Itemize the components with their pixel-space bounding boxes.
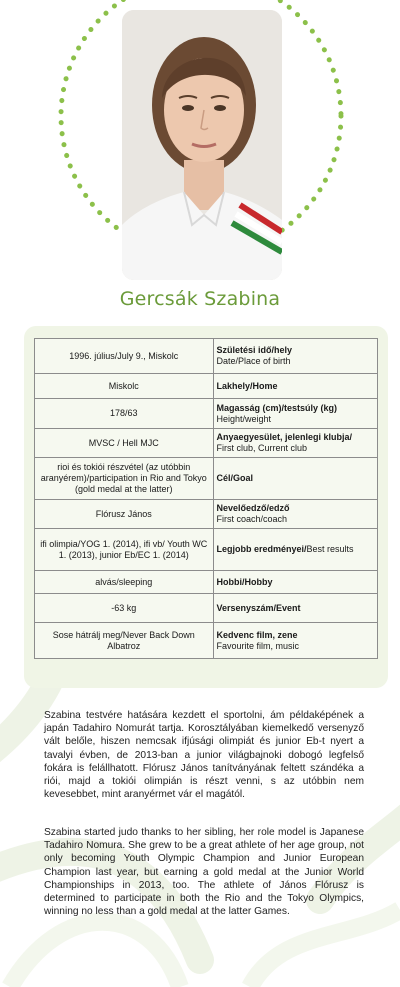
info-value: MVSC / Hell MJC bbox=[35, 429, 214, 458]
info-value: -63 kg bbox=[35, 594, 214, 623]
info-label-bold: Versenyszám/Event bbox=[216, 602, 301, 613]
info-label-translation: Favourite film, music bbox=[216, 640, 300, 651]
info-label bbox=[213, 594, 378, 623]
info-label bbox=[213, 458, 378, 500]
portrait-area bbox=[50, 0, 352, 284]
info-table bbox=[34, 338, 378, 659]
info-row bbox=[35, 571, 378, 594]
info-value: 178/63 bbox=[35, 399, 214, 429]
info-label-bold: Anyaegyesület, jelenlegi klubja/ bbox=[216, 432, 353, 442]
info-value: Miskolc bbox=[35, 374, 214, 399]
info-label-bold: Legjobb eredményei/ bbox=[216, 544, 307, 554]
bio-paragraph-english: Szabina started judo thanks to her sibling, her role model is Japanese Tadahiro Nomura. She grew to be a great athlete of her age group, not only becoming Youth Olympic Champion and Junior European Champion last year, but earning a gold medal at the Junior World Championships in 2013, too. The athlete of János Flórusz is determined to participate in both the Rio and the Tokyo Olympics, winning no less than a gold medal at the latter Games. bbox=[44, 827, 364, 918]
info-label-translation: Height/weight bbox=[216, 413, 272, 424]
info-row bbox=[35, 529, 378, 571]
info-label-bold: Születési idő/hely bbox=[216, 345, 293, 355]
info-label-bold: Hobbi/Hobby bbox=[216, 576, 273, 587]
athlete-photo bbox=[122, 10, 282, 280]
info-row bbox=[35, 500, 378, 529]
info-value: Sose hátrálj meg/Never Back Down Albatroz bbox=[35, 623, 214, 659]
bio-paragraph-hungarian: Szabina testvére hatására kezdett el sportolni, ám példaképének a japán Tadahiro Nomurát tartja. Korosztályában kiemelkedő versenyző vált belőle, hiszen nemcsak ifjúsági olimpiát és junior Eb-t nyert a tavalyi évben, de 2013-ban a junior világbajnoki dobogó legfelső fokára is felállhatott. Flórusz János tanítványának feltett szándéka a riói, majd a tokiói olimpián is részt venni, s az utóbbin nem kevesebbet, mint aranyérmet vár el magától. bbox=[44, 710, 364, 801]
info-label-translation: Date/Place of birth bbox=[216, 356, 291, 366]
info-value: alvás/sleeping bbox=[35, 571, 214, 594]
info-label bbox=[213, 500, 378, 529]
info-row bbox=[35, 399, 378, 429]
info-label-bold: Kedvenc film, zene bbox=[216, 629, 298, 640]
info-label-bold: Magasság (cm)/testsúly (kg) bbox=[216, 402, 338, 413]
info-value: Flórusz János bbox=[35, 500, 214, 529]
info-value: 1996. július/July 9., Miskolc bbox=[35, 339, 214, 374]
info-label-translation: First club, Current club bbox=[216, 443, 308, 453]
info-label-bold: Nevelőedző/edző bbox=[216, 503, 290, 513]
info-row bbox=[35, 429, 378, 458]
info-label bbox=[213, 623, 378, 659]
info-label bbox=[213, 571, 378, 594]
info-label-bold: Lakhely/Home bbox=[216, 380, 278, 391]
info-label-translation: Best results bbox=[306, 544, 354, 554]
info-label-bold: Cél/Goal bbox=[216, 473, 254, 483]
info-label bbox=[213, 339, 378, 374]
info-value: rioi és tokiói részvétel (az utóbbin aranyérem)/participation in Rio and Tokyo (gold medal at the latter) bbox=[35, 458, 214, 500]
info-row bbox=[35, 623, 378, 659]
info-value: ifi olimpia/YOG 1. (2014), ifi vb/ Youth WC 1. (2013), junior Eb/EC 1. (2014) bbox=[35, 529, 214, 571]
info-label bbox=[213, 529, 378, 571]
info-row bbox=[35, 458, 378, 500]
info-label bbox=[213, 399, 378, 429]
athlete-name: Gercsák Szabina bbox=[119, 288, 281, 310]
info-row bbox=[35, 594, 378, 623]
info-row bbox=[35, 339, 378, 374]
info-row bbox=[35, 374, 378, 399]
info-label bbox=[213, 374, 378, 399]
info-card bbox=[24, 326, 388, 688]
info-label-translation: First coach/coach bbox=[216, 514, 288, 524]
info-label bbox=[213, 429, 378, 458]
